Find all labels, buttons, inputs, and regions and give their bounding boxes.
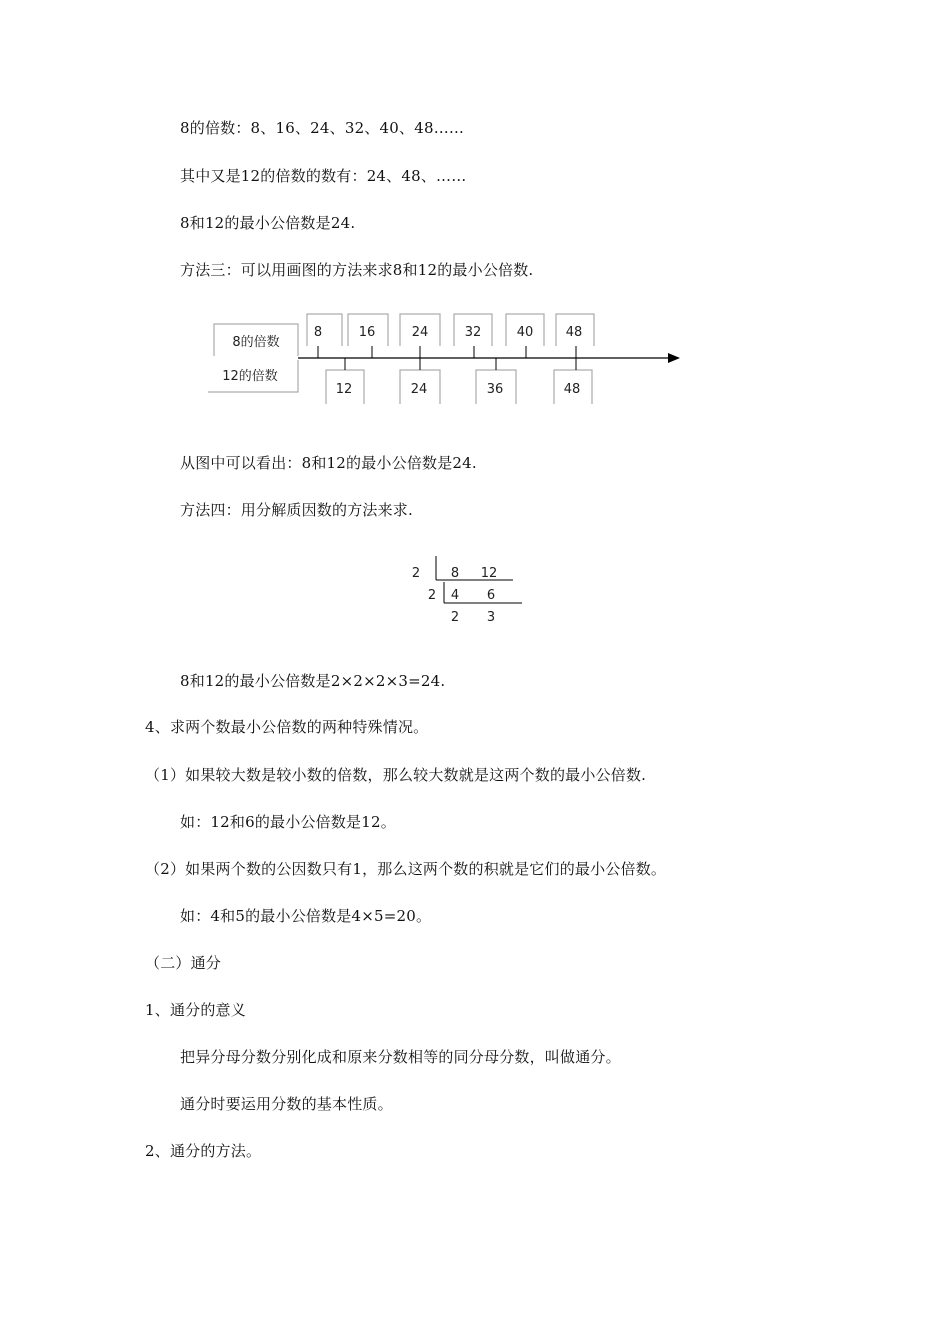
factorization-result-line: 8和12的最小公倍数是2×2×2×3=24. [180,672,446,690]
bottom-mark-12 [326,358,364,404]
common-multiples-line: 其中又是12的倍数的数有：24、48、…… [180,167,467,185]
method-three-heading: 方法三：可以用画图的方法来求8和12的最小公倍数. [180,261,534,279]
common-denominator-definition: 把异分母分数分别化成和原来分数相等的同分母分数，叫做通分。 [180,1048,621,1066]
common-denominator-property: 通分时要运用分数的基本性质。 [180,1095,393,1113]
bottom-value-24: 24 [410,382,428,397]
label-8-multiples: 8的倍数 [232,335,280,350]
top-mark-8 [307,314,342,358]
special-case-2-example: 如：4和5的最小公倍数是4×5=20。 [180,907,432,925]
divisor-2: 2 [427,588,437,603]
bottom-value-36: 36 [486,382,504,397]
row-2-value-a: 4 [450,588,460,603]
label-box-12 [208,360,298,392]
multiples-of-8-line: 8的倍数：8、16、24、32、40、48…… [180,119,465,137]
top-value-32: 32 [464,325,482,340]
top-value-8: 8 [313,325,323,340]
bottom-mark-36 [476,358,516,404]
top-mark-32 [454,314,492,358]
row-1-value-a: 8 [450,566,460,581]
row-2-value-b: 6 [486,588,496,603]
factorization-diagram [405,552,535,632]
top-mark-40 [506,314,544,358]
number-line-diagram [200,308,690,408]
bottom-value-12: 12 [335,382,353,397]
special-case-2: （2）如果两个数的公因数只有1，那么这两个数的积就是它们的最小公倍数。 [145,860,667,878]
top-mark-48 [556,314,594,358]
label-box-8 [214,324,298,356]
common-denominator-method-heading: 2、通分的方法。 [145,1142,262,1160]
axis-arrow-icon [668,353,680,363]
result-value-b: 3 [486,610,496,625]
special-case-1-example: 如：12和6的最小公倍数是12。 [180,813,396,831]
bottom-mark-48 [554,358,592,404]
special-cases-heading: 4、求两个数最小公倍数的两种特殊情况。 [145,718,429,736]
bottom-mark-24 [400,358,440,404]
bottom-value-48: 48 [563,382,581,397]
top-mark-24 [400,314,440,358]
method-four-heading: 方法四：用分解质因数的方法来求. [180,501,413,519]
top-value-16: 16 [358,325,376,340]
divisor-1: 2 [411,566,421,581]
lcm-result-line: 8和12的最小公倍数是24. [180,214,356,232]
top-value-48: 48 [565,325,583,340]
top-mark-16 [348,314,388,358]
diagram-conclusion-line: 从图中可以看出：8和12的最小公倍数是24. [180,454,477,472]
common-denominator-meaning-heading: 1、通分的意义 [145,1001,246,1019]
result-value-a: 2 [450,610,460,625]
top-value-40: 40 [516,325,534,340]
special-case-1: （1）如果较大数是较小数的倍数，那么较大数就是这两个数的最小公倍数. [145,766,647,784]
section-two-heading: （二）通分 [145,954,222,972]
top-value-24: 24 [411,325,429,340]
row-1-value-b: 12 [480,566,498,581]
label-12-multiples: 12的倍数 [222,369,278,384]
